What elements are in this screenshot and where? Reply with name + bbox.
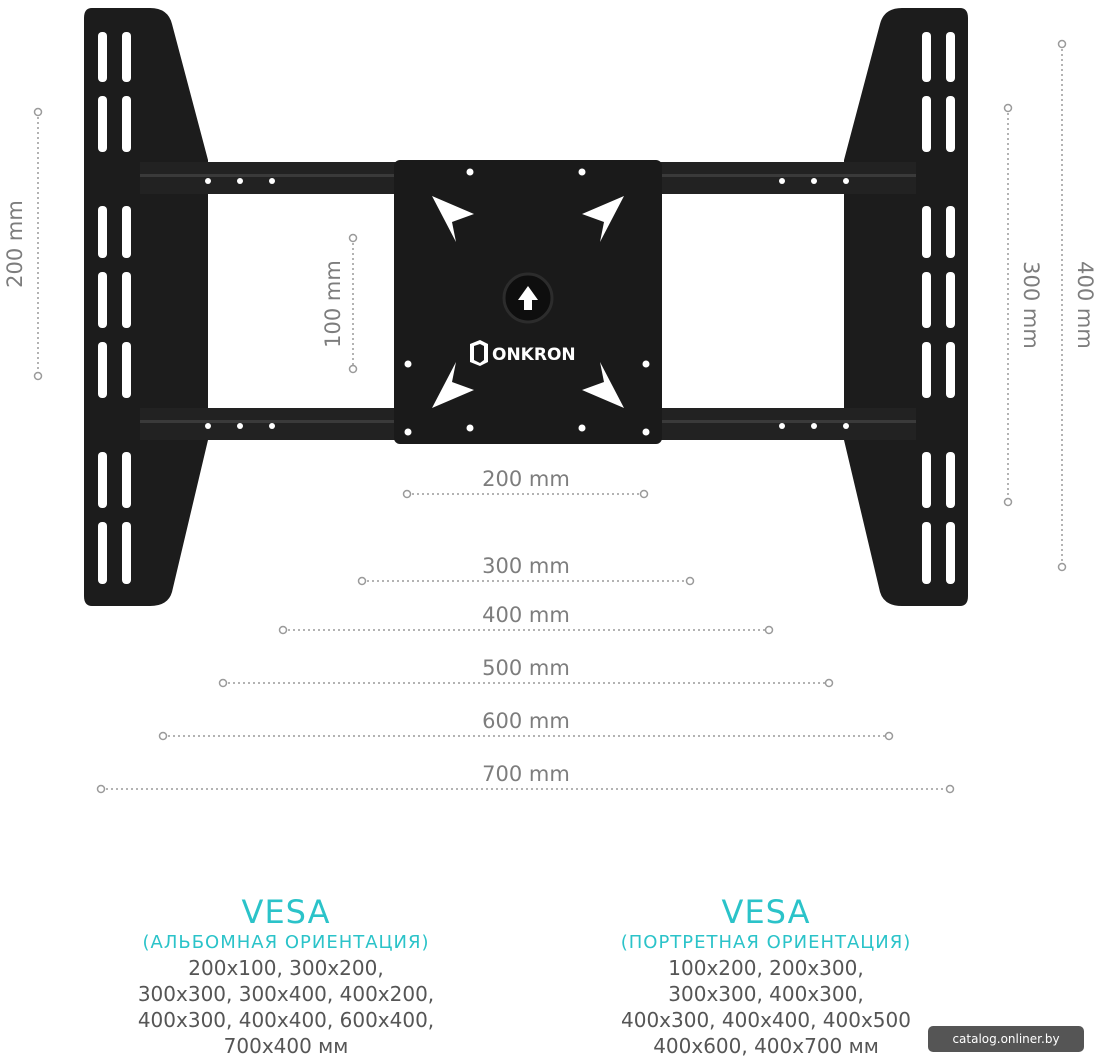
vesa-portrait-title: VESA: [721, 893, 811, 931]
dim-h-700: 700 mm: [482, 762, 570, 786]
dim-v-left-200: 200 mm: [3, 200, 27, 288]
dim-v-inner-100: 100 mm: [321, 260, 345, 348]
watermark-badge: catalog.onliner.by: [928, 1026, 1084, 1052]
dim-h-500: 500 mm: [482, 656, 570, 680]
vesa-landscape-subtitle: (АЛЬБОМНАЯ ОРИЕНТАЦИЯ): [142, 932, 430, 953]
dim-h-400: 400 mm: [482, 603, 570, 627]
vesa-portrait-subtitle: (ПОРТРЕТНАЯ ОРИЕНТАЦИЯ): [620, 932, 912, 953]
vesa-portrait-block: [536, 893, 996, 1059]
vesa-landscape-block: [56, 893, 516, 1059]
vesa-landscape-title: VESA: [241, 893, 331, 931]
dimension-endpoints: [98, 491, 954, 793]
vesa-portrait-line: 100x200, 200x300,: [668, 956, 864, 980]
logo-text: ONKRON: [492, 345, 576, 365]
vesa-landscape-line: 300x300, 300x400, 400x200,: [137, 982, 435, 1006]
horizontal-dimensions: [101, 494, 950, 789]
tv-bracket: [84, 8, 968, 606]
dim-h-300: 300 mm: [482, 554, 570, 578]
vesa-landscape-line: 400x300, 400x400, 600x400,: [137, 1008, 435, 1032]
vesa-landscape-line: 700x400 мм: [223, 1034, 349, 1058]
dim-h-200: 200 mm: [482, 467, 570, 491]
vesa-portrait-line: 400x600, 400x700 мм: [653, 1034, 879, 1058]
vesa-portrait-line: 400x300, 400x400, 400x500: [621, 1008, 911, 1032]
dim-h-600: 600 mm: [482, 709, 570, 733]
vesa-landscape-line: 200x100, 300x200,: [188, 956, 384, 980]
vesa-portrait-line: 300x300, 400x300,: [668, 982, 864, 1006]
dim-v-right-300: 300 mm: [1019, 261, 1043, 349]
dim-v-right-400: 400 mm: [1073, 261, 1097, 349]
